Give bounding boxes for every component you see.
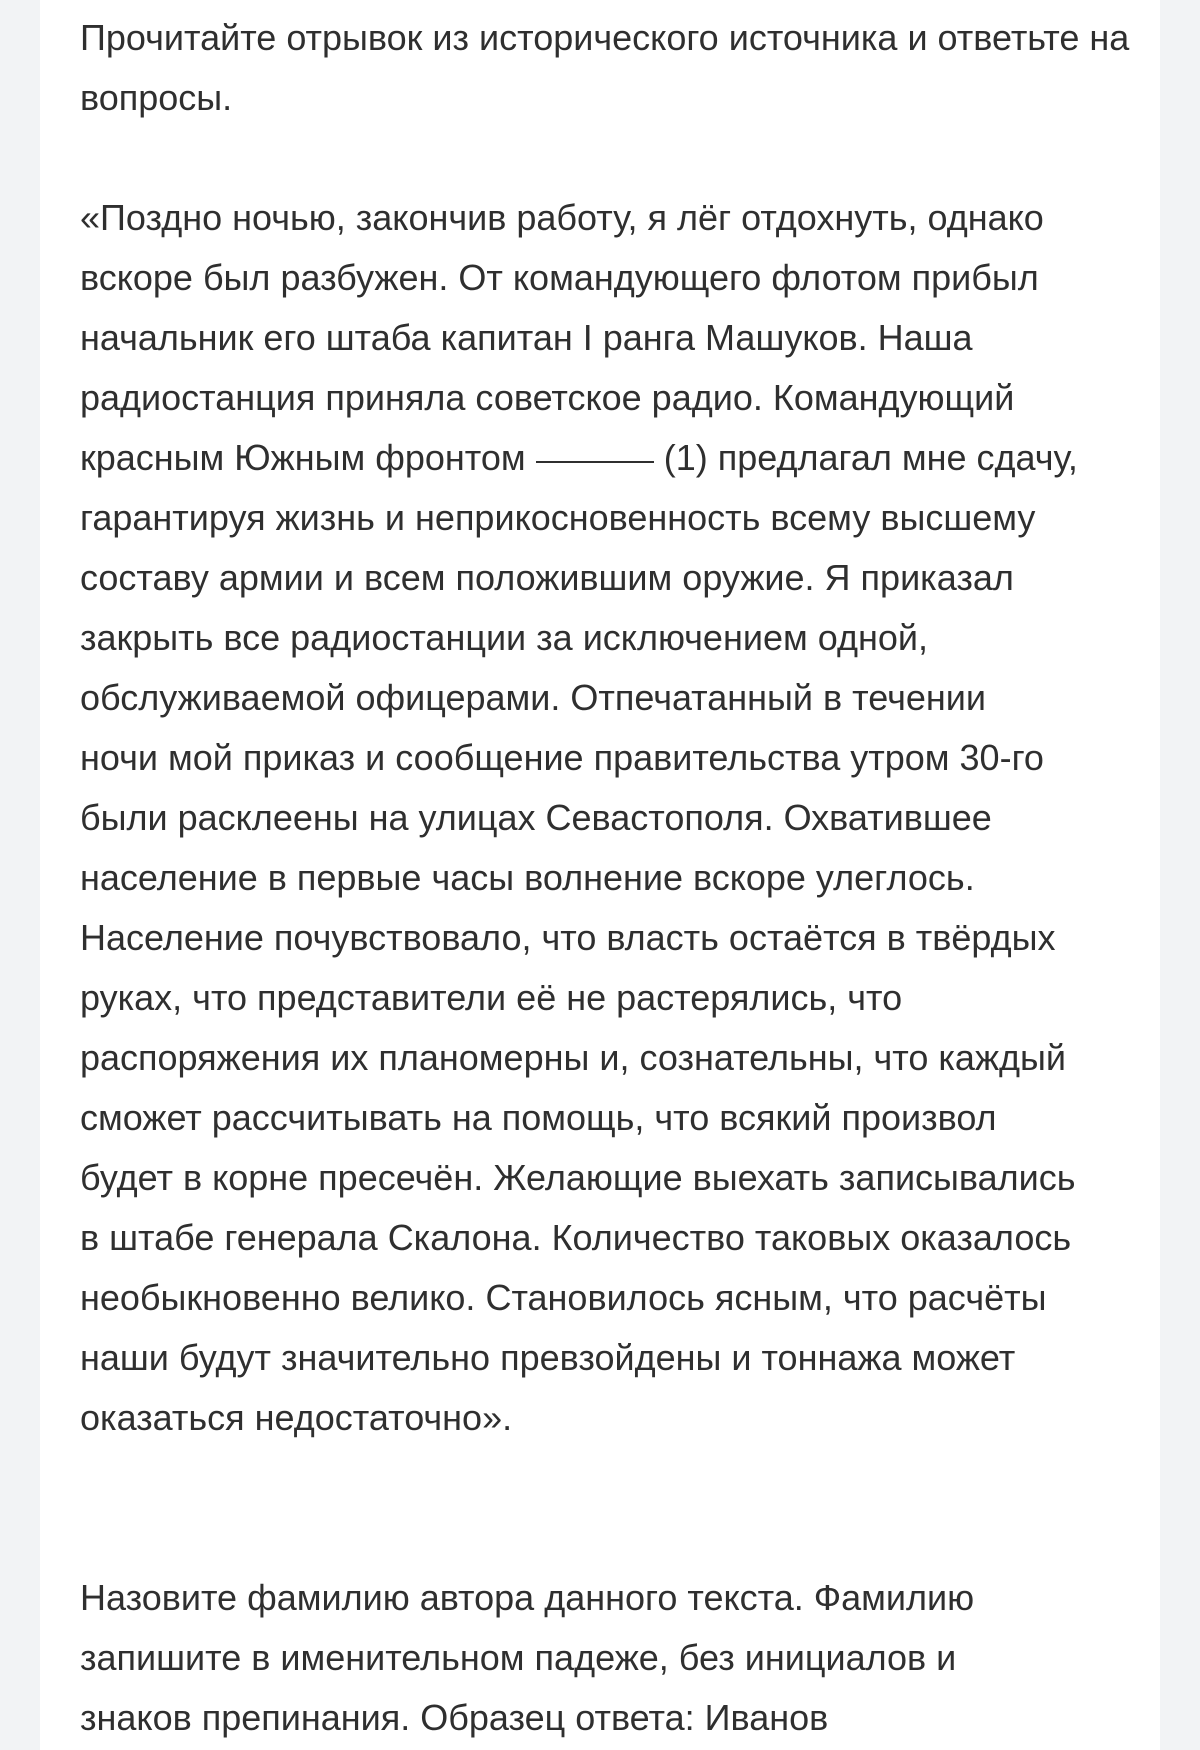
quote-line: руках, что представители её не растерялись, что xyxy=(80,977,903,1018)
quote-line: вскоре был разбужен. От командующего флотом прибыл xyxy=(80,257,1039,298)
quote-line: необыкновенно велико. Становилось ясным, что расчёты xyxy=(80,1277,1047,1318)
quote-line: начальник его штаба капитан I ранга Машуков. Наша xyxy=(80,317,973,358)
answer-blank xyxy=(536,460,654,463)
question-line: Назовите фамилию автора данного текста. Фамилию xyxy=(80,1577,975,1618)
question-line: знаков препинания. Образец ответа: Иванов xyxy=(80,1697,829,1738)
question-line: запишите в именительном падеже, без инициалов и xyxy=(80,1637,957,1678)
question-text xyxy=(80,1568,1160,1748)
task-card xyxy=(40,0,1160,1750)
quote-line: обслуживаемой офицерами. Отпечатанный в течении xyxy=(80,677,986,718)
quote-line: закрыть все радиостанции за исключением одной, xyxy=(80,617,928,658)
quote-line: гарантируя жизнь и неприкосновенность всему высшему xyxy=(80,497,1036,538)
task-content xyxy=(80,8,1160,1748)
quote-fragment: (1) предлагал мне сдачу, xyxy=(663,437,1078,478)
quote-line: наши будут значительно превзойдены и тоннажа может xyxy=(80,1337,1016,1378)
quote-line: в штабе генерала Скалона. Количество таковых оказалось xyxy=(80,1217,1072,1258)
quote-line: оказаться недостаточно». xyxy=(80,1397,513,1438)
quote-line: население в первые часы волнение вскоре улеглось. xyxy=(80,857,975,898)
quote-line-with-blank xyxy=(80,428,1160,488)
quote-line: сможет рассчитывать на помощь, что всякий произвол xyxy=(80,1097,997,1138)
quote-fragment: красным Южным фронтом xyxy=(80,437,526,478)
quote-line: радиостанция приняла советское радио. Командующий xyxy=(80,377,1015,418)
instruction-text: Прочитайте отрывок из исторического источника и ответьте на вопросы. xyxy=(80,17,1130,118)
quote-line: ночи мой приказ и сообщение правительства утром 30-го xyxy=(80,737,1044,778)
quote-line: составу армии и всем положившим оружие. Я приказал xyxy=(80,557,1014,598)
quote-line: «Поздно ночью, закончив работу, я лёг отдохнуть, однако xyxy=(80,197,1044,238)
source-quote xyxy=(80,188,1160,1448)
quote-line: Население почувствовало, что власть остаётся в твёрдых xyxy=(80,917,1056,958)
quote-line: были расклеены на улицах Севастополя. Охватившее xyxy=(80,797,992,838)
quote-line: будет в корне пресечён. Желающие выехать записывались xyxy=(80,1157,1076,1198)
quote-line: распоряжения их планомерны и, сознательны, что каждый xyxy=(80,1037,1067,1078)
